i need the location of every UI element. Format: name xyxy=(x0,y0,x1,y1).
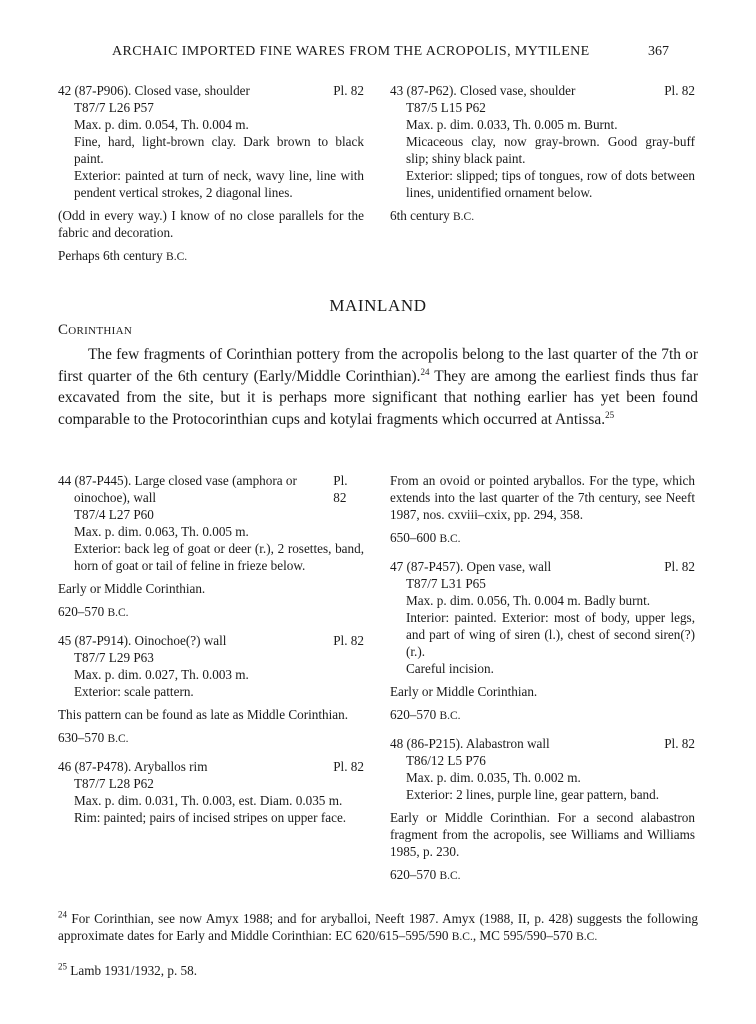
subsection-heading: Corinthian xyxy=(58,322,133,338)
entry-context: T87/5 L15 P62 xyxy=(406,100,486,115)
entry-context: T87/4 L27 P60 xyxy=(74,507,154,522)
section-heading: MAINLAND xyxy=(329,296,427,315)
plate-ref: Pl. 82 xyxy=(333,473,348,505)
plate-ref: Pl. 82 xyxy=(664,736,695,751)
entry-dimensions: Max. p. dim. 0.033, Th. 0.005 m. Burnt. xyxy=(406,117,618,132)
entry-title: 42 (87-P906). Closed vase, shoulder xyxy=(58,83,250,98)
entry-note: Early or Middle Corinthian. xyxy=(390,684,538,699)
entry-note: This pattern can be found as late as Middle Corinthian. xyxy=(58,707,349,722)
catalog-entry-48 xyxy=(390,735,695,885)
entry-description: Exterior: 2 lines, purple line, gear pattern, band. xyxy=(406,787,660,802)
entry-title: 43 (87-P62). Closed vase, shoulder xyxy=(390,83,576,98)
plate-ref: Pl. 82 xyxy=(333,759,364,774)
catalog-entry-45 xyxy=(58,632,364,748)
entry-title: 47 (87-P457). Open vase, wall xyxy=(390,559,552,574)
entry-description: Exterior: painted at turn of neck, wavy line, line with pendent vertical strokes, 2 diagonal lines. xyxy=(74,168,364,200)
catalog-entry-42 xyxy=(58,82,364,266)
entry-title: 48 (86-P215). Alabastron wall xyxy=(390,736,550,751)
plate-ref: Pl. 82 xyxy=(664,83,695,98)
entry-title: 46 (87-P478). Aryballos rim xyxy=(58,759,208,774)
entry-dimensions: Max. p. dim. 0.035, Th. 0.002 m. xyxy=(406,770,581,785)
entry-dimensions: Max. p. dim. 0.056, Th. 0.004 m. Badly burnt. xyxy=(406,593,651,608)
entry-fabric: Micaceous clay, now gray-brown. Good gray-buff slip; shiny black paint. xyxy=(406,134,695,166)
entry-46-continued-note: From an ovoid or pointed aryballos. For the type, which extends into the last quarter of the 7th century, see Neeft 1987, nos. cxviii–cxix, pp. 294, 358. xyxy=(390,473,695,522)
footnote-24: $^{24}$ For Corinthian, see now Amyx 1988; and for aryballoi, Neeft 1987. Amyx (1988, II, p. 428) suggests the following approximate dates for Early and Middle Corinthian: EC 620/615–595/590 B.C., MC 595/590–570 B.C. xyxy=(58,909,698,943)
footnote-25: $^{25}$ Lamb 1931/1932, p. 58. xyxy=(58,961,198,978)
plate-ref: Pl. 82 xyxy=(333,83,364,98)
running-title: ARCHAIC IMPORTED FINE WARES FROM THE ACROPOLIS, MYTILENE xyxy=(112,44,590,59)
left-column xyxy=(58,472,364,826)
entry-context: T87/7 L29 P63 xyxy=(74,650,154,665)
page-number: 367 xyxy=(648,44,669,59)
entry-context: T87/7 L28 P62 xyxy=(74,776,154,791)
entry-date: 6th century B.C. xyxy=(390,208,475,223)
catalog-entry-43 xyxy=(390,82,695,226)
entry-fabric: Fine, hard, light-brown clay. Dark brown to black paint. xyxy=(74,134,364,166)
right-column xyxy=(390,472,695,885)
entry-dimensions: Max. p. dim. 0.063, Th. 0.005 m. xyxy=(74,524,249,539)
plate-ref: Pl. 82 xyxy=(664,559,695,574)
intro-paragraph: The few fragments of Corinthian pottery from the acropolis belong to the last quarter of the 7th or first quarter of the 6th century (Early/Middle Corinthian).$^{24}$ They are among the earliest finds thus far excavated from the site, but it is perhaps more significant that nothing earlier has yet been found comparable to the Protocorinthian cups and kotylai fragments which occurred at Antissa.$^{25}$ xyxy=(58,346,698,428)
entry-description: Exterior: slipped; tips of tongues, row of dots between lines, unidentified ornament below. xyxy=(406,168,695,200)
entry-context: T86/12 L5 P76 xyxy=(406,753,486,768)
catalog-entry-47 xyxy=(390,558,695,725)
catalog-entry-44 xyxy=(58,472,364,622)
entry-date: 620–570 B.C. xyxy=(390,707,461,722)
entry-description: Exterior: scale pattern. xyxy=(74,684,194,699)
entry-context: T87/7 L31 P65 xyxy=(406,576,486,591)
entry-date: 630–570 B.C. xyxy=(58,730,129,745)
entry-note: Early or Middle Corinthian. xyxy=(58,581,206,596)
entry-dimensions: Max. p. dim. 0.031, Th. 0.003, est. Diam. 0.035 m. xyxy=(74,793,343,808)
entry-description: Exterior: back leg of goat or deer (r.), 2 rosettes, band, horn of goat or tail of feline in frieze below. xyxy=(74,541,364,573)
footnote-ref: 24 xyxy=(420,366,430,377)
entry-description: Rim: painted; pairs of incised stripes on upper face. xyxy=(74,810,347,825)
catalog-entry-46 xyxy=(58,758,364,826)
entry-date: 650–600 B.C. xyxy=(390,530,461,545)
entry-note: (Odd in every way.) I know of no close parallels for the fabric and decoration. xyxy=(58,208,364,240)
entry-note: Early or Middle Corinthian. For a second alabastron fragment from the acropolis, see Williams and Williams 1985, p. 230. xyxy=(390,810,695,859)
entry-description: Interior: painted. Exterior: most of body, upper legs, and part of wing of siren (l.), chest of second siren(?) (r.). xyxy=(406,610,695,659)
entry-title: 44 (87-P445). Large closed vase (amphora or oinochoe), wall xyxy=(58,473,297,505)
entry-title: 45 (87-P914). Oinochoe(?) wall xyxy=(58,633,227,648)
entry-date: 620–570 B.C. xyxy=(58,604,129,619)
entry-context: T87/7 L26 P57 xyxy=(74,100,154,115)
plate-ref: Pl. 82 xyxy=(333,633,364,648)
entry-dimensions: Max. p. dim. 0.054, Th. 0.004 m. xyxy=(74,117,249,132)
entry-description-extra: Careful incision. xyxy=(406,661,494,676)
entry-date: 620–570 B.C. xyxy=(390,867,461,882)
entry-date: Perhaps 6th century B.C. xyxy=(58,248,188,263)
entry-dimensions: Max. p. dim. 0.027, Th. 0.003 m. xyxy=(74,667,249,682)
footnote-ref: 25 xyxy=(605,409,615,420)
